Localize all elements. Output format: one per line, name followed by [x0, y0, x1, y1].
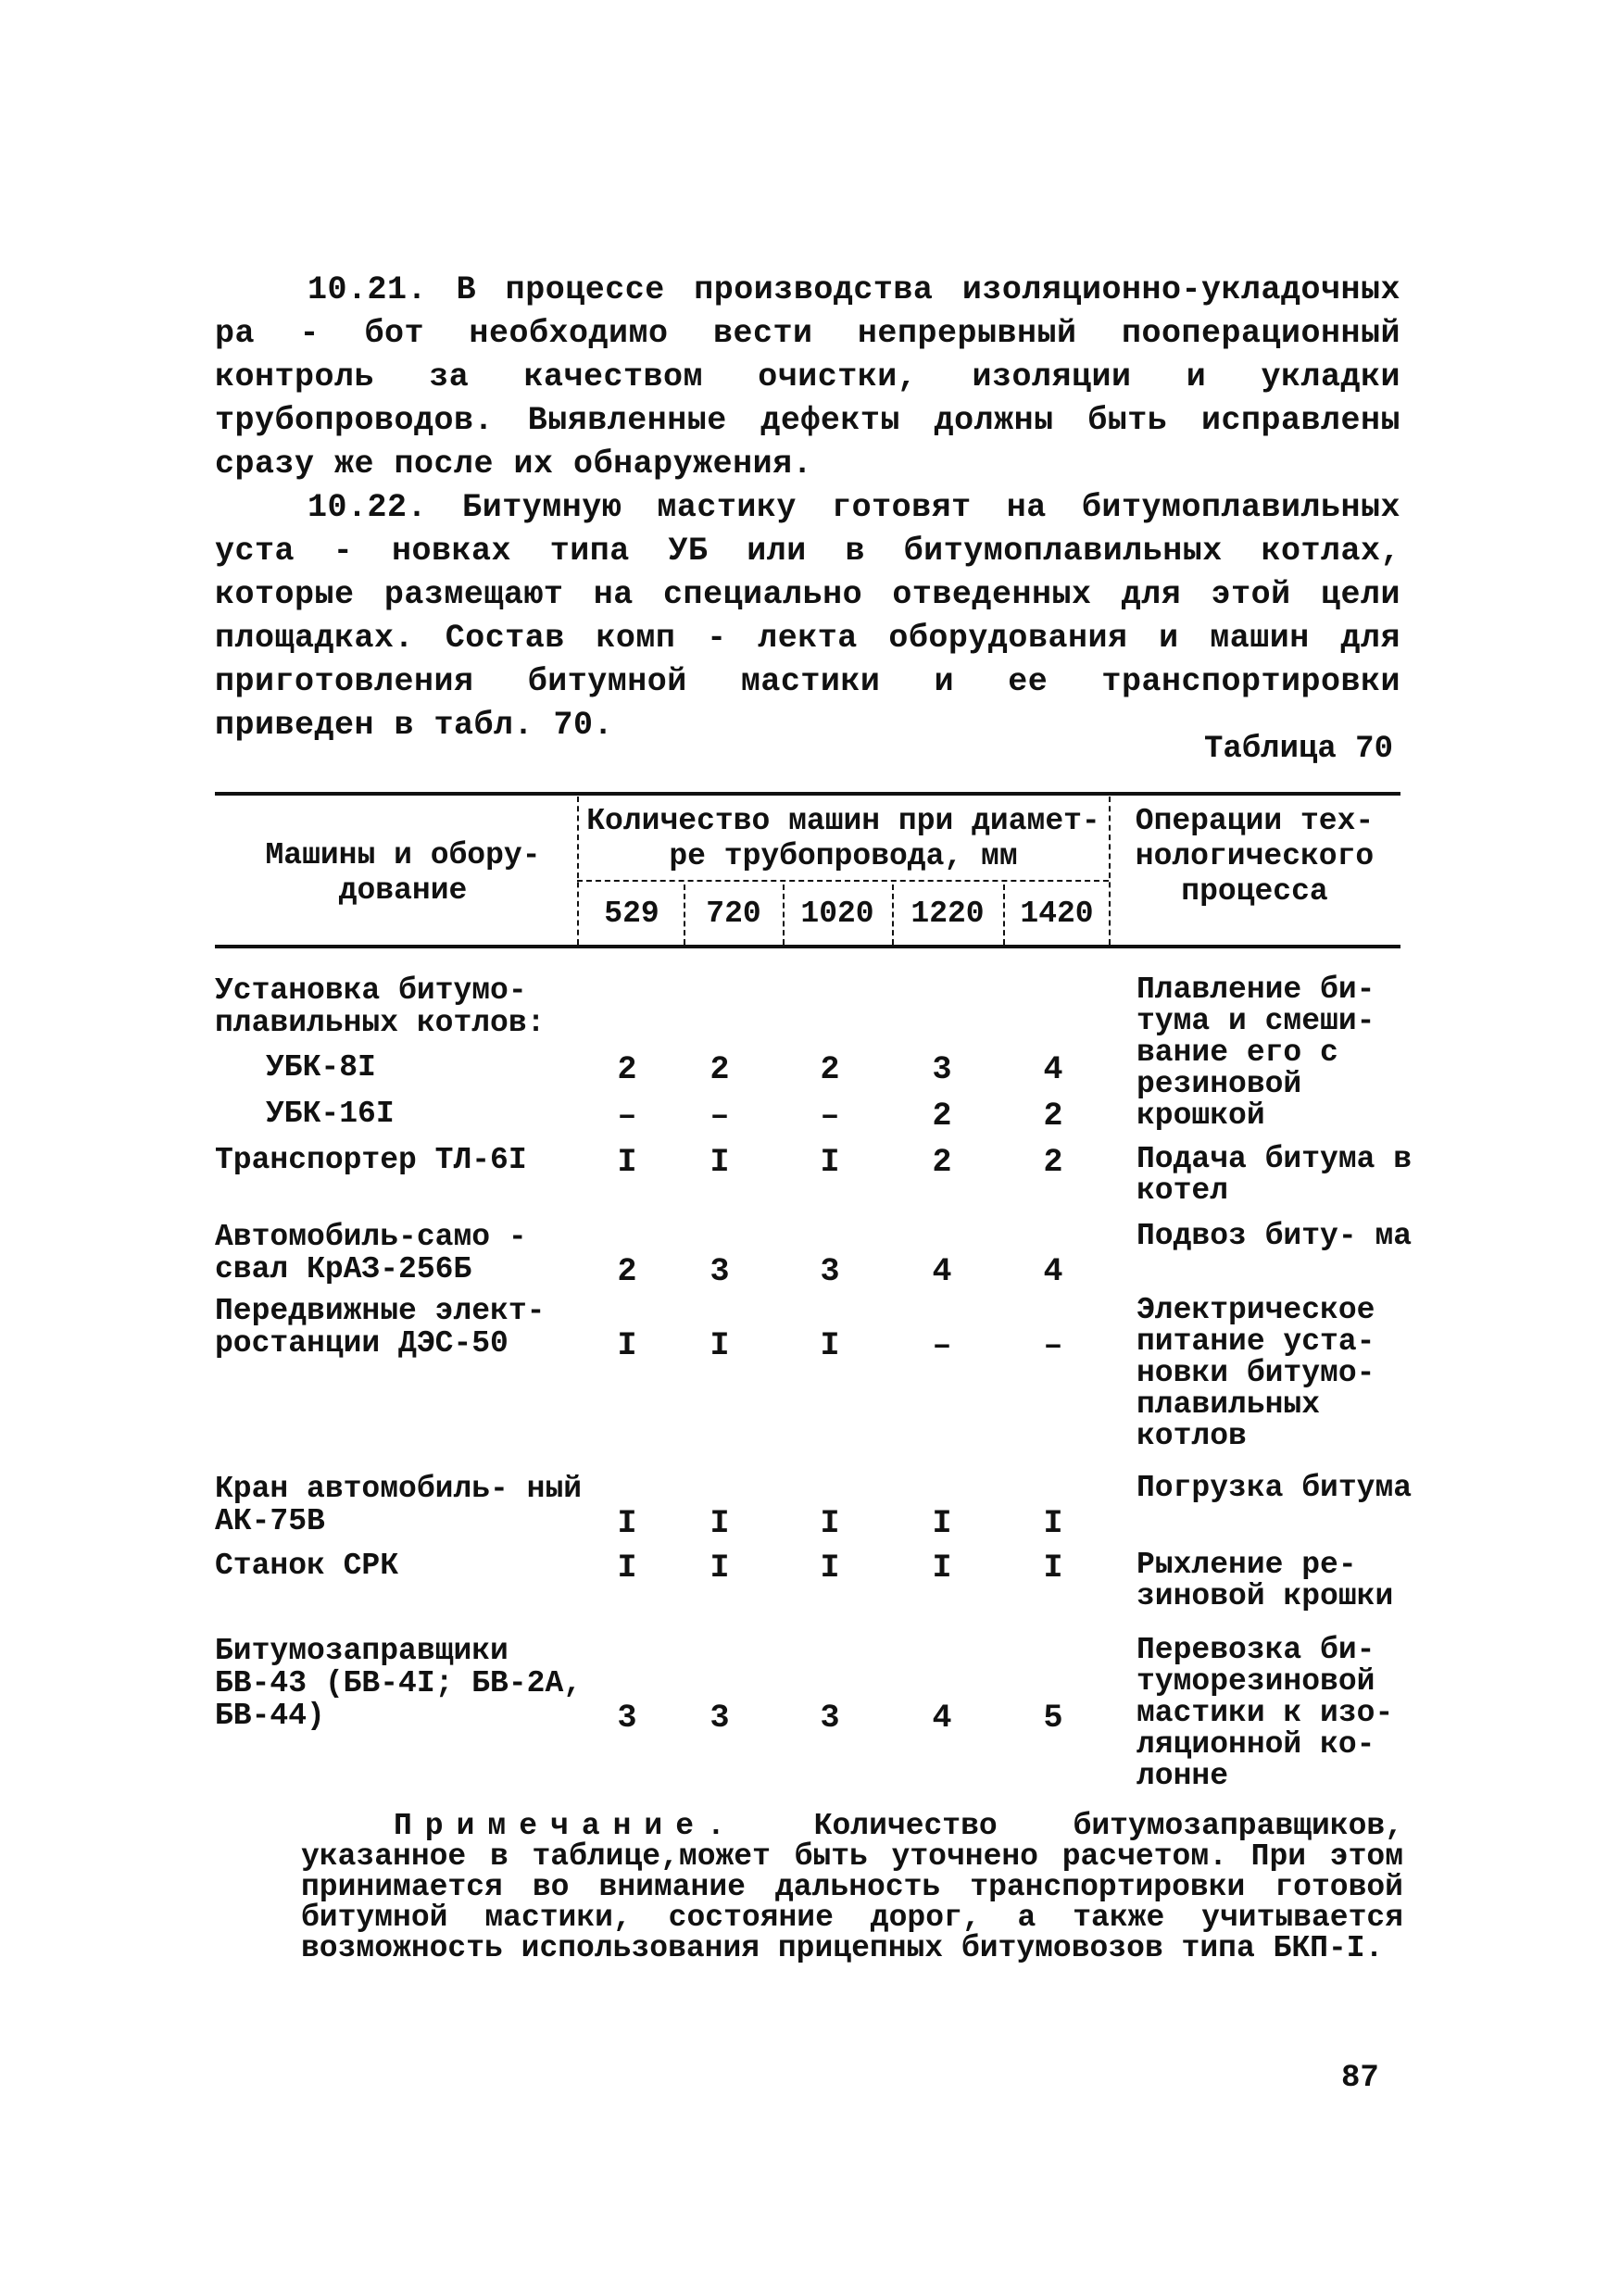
row-value: –	[820, 1098, 840, 1135]
row-value: –	[1043, 1327, 1063, 1364]
note-heading: Примечание.	[394, 1809, 738, 1843]
row-value: 2	[710, 1051, 730, 1088]
header-diameter: 1420	[1020, 897, 1094, 931]
row-value: 2	[1043, 1098, 1063, 1135]
row-value: I	[820, 1505, 840, 1542]
table-caption: Таблица 70	[1203, 732, 1393, 767]
page-number: 87	[1341, 2061, 1379, 2096]
header-diameter: 1220	[910, 897, 985, 931]
row-operation: Подвоз биту- ма	[1137, 1219, 1413, 1253]
row-value: I	[617, 1327, 637, 1364]
row-machine-name: Битумозаправщики БВ-43 (БВ-4I; БВ-2А, БВ-44)	[215, 1634, 583, 1733]
body-text	[215, 269, 1400, 747]
row-value: I	[710, 1549, 730, 1587]
row-value: 4	[932, 1253, 952, 1290]
header-operations: Операции тех- нологического процесса	[1135, 804, 1375, 909]
table-header-bottom-rule	[215, 945, 1400, 948]
header-diameter: 1020	[800, 897, 874, 931]
row-value: I	[820, 1549, 840, 1587]
row-value: 2	[932, 1144, 952, 1181]
row-value: I	[820, 1327, 840, 1364]
row-value: I	[820, 1144, 840, 1181]
row-machine-name: Станок СРК	[215, 1549, 399, 1583]
row-operation: Плавление би- тума и смеши- вание его с резиновой крошкой	[1137, 972, 1375, 1133]
row-value: I	[710, 1144, 730, 1181]
row-machine-name: Передвижные элект- ростанции ДЭС-50	[215, 1294, 546, 1361]
row-machine-name: Автомобиль-само - свал КрАЗ-256Б	[215, 1220, 527, 1286]
row-value: I	[617, 1549, 637, 1587]
row-value: I	[710, 1505, 730, 1542]
row-machine-name: Установка битумо- плавильных котлов:	[215, 973, 546, 1040]
header-subseparator	[783, 885, 785, 945]
row-operation: Подача битума в котел	[1137, 1142, 1413, 1208]
paragraph-10-21: 10.21. В процессе производства изоляционно-укладочных ра - бот необходимо вести непрерывный пооперационный контроль за качеством очистки, изоляции и укладки трубопроводов. Выявленные дефекты должны быть исправлены сразу же после их обнаружения.	[215, 271, 1400, 483]
table-note	[301, 1811, 1403, 1964]
row-value: I	[932, 1549, 952, 1587]
row-operation: Погрузка битума	[1137, 1471, 1413, 1505]
row-value: –	[617, 1098, 637, 1135]
row-value: –	[932, 1327, 952, 1364]
row-operation: Электрическое питание уста- новки битумо- плавильных котлов	[1137, 1293, 1375, 1453]
header-diameter: 529	[604, 897, 659, 931]
header-separator	[577, 797, 579, 945]
row-value: I	[1043, 1505, 1063, 1542]
row-value: I	[710, 1327, 730, 1364]
row-value: 4	[1043, 1253, 1063, 1290]
row-value: 2	[932, 1098, 952, 1135]
row-value: 3	[710, 1700, 730, 1737]
row-value: 2	[617, 1051, 637, 1088]
row-value: 4	[1043, 1051, 1063, 1088]
row-value: 2	[1043, 1144, 1063, 1181]
row-value: 2	[617, 1253, 637, 1290]
row-value: 3	[617, 1700, 637, 1737]
header-subseparator	[1003, 885, 1005, 945]
row-value: 3	[820, 1700, 840, 1737]
header-subseparator	[892, 885, 894, 945]
row-machine-name: Кран автомобиль- ный АК-75В	[215, 1472, 583, 1538]
header-subseparator	[684, 885, 685, 945]
header-separator	[1109, 797, 1111, 945]
header-diameter: 720	[706, 897, 761, 931]
row-machine-name: Транспортер ТЛ-6I	[215, 1143, 527, 1177]
table-top-rule	[215, 792, 1400, 796]
row-operation: Перевозка би- туморезиновой мастики к изо- ляционной ко- лонне	[1137, 1633, 1394, 1793]
row-value: 3	[932, 1051, 952, 1088]
row-value: 4	[932, 1700, 952, 1737]
row-value: I	[617, 1144, 637, 1181]
row-value: I	[932, 1505, 952, 1542]
row-machine-name: УБК-8I	[266, 1050, 376, 1085]
header-machines: Машины и обору- дование	[265, 838, 541, 908]
note-text: Количество битумозаправщиков, указанное в таблице,может быть уточнено расчетом. При этом принимается во внимание дальность транспортировки готовой битумной мастики, состояние дорог, а также учитывается возможность использования прицепных битумовозов типа БКП-I.	[301, 1809, 1403, 1965]
row-operation: Рыхление ре- зиновой крошки	[1137, 1548, 1394, 1613]
paragraph-10-22: 10.22. Битумную мастику готовят на битумоплавильных уста - новках типа УБ или в битумоплавильных котлах, которые размещают на специально отведенных для этой цели площадках. Состав комп - лекта оборудования и машин для приготовления битумной мастики и ее транспортировки приведен в табл. 70.	[215, 489, 1400, 744]
row-value: I	[1043, 1549, 1063, 1587]
header-quantity: Количество машин при диамет- ре трубопровода, мм	[586, 804, 1100, 873]
row-value: 3	[710, 1253, 730, 1290]
row-value: 2	[820, 1051, 840, 1088]
row-machine-name: УБК-16I	[266, 1097, 395, 1131]
row-value: 5	[1043, 1700, 1063, 1737]
row-value: 3	[820, 1253, 840, 1290]
row-value: –	[710, 1098, 730, 1135]
row-value: I	[617, 1505, 637, 1542]
header-subrule	[577, 880, 1109, 882]
